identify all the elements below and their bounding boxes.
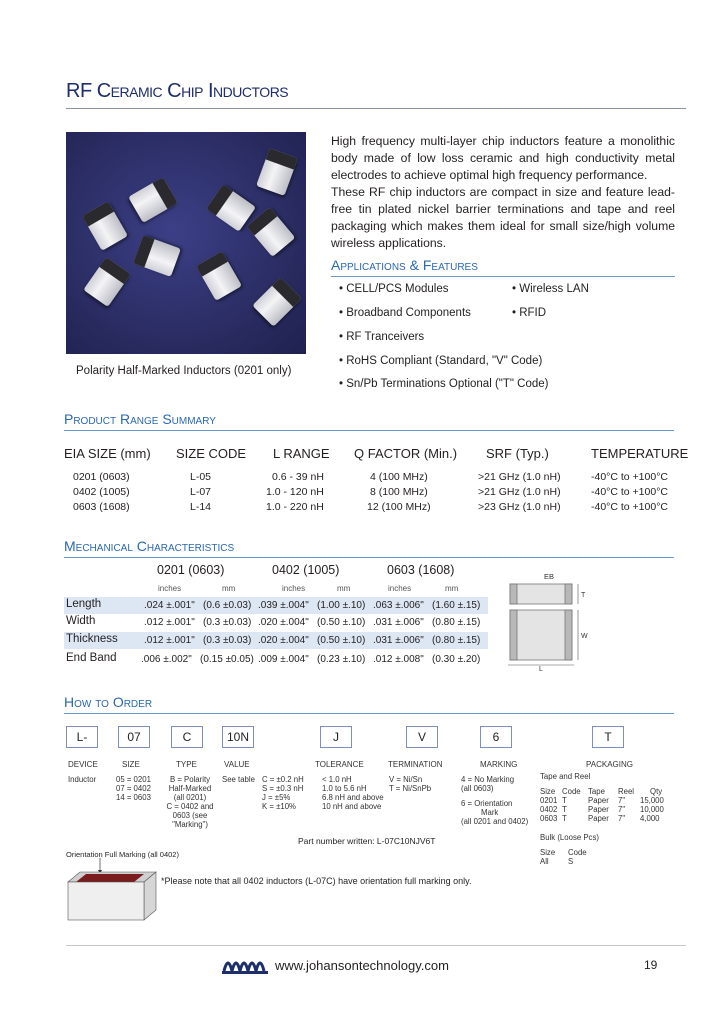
table-cell: -40°C to +100°C	[591, 471, 668, 483]
section-divider	[64, 557, 674, 558]
option-line: Half-Marked	[168, 784, 212, 793]
table-cell: (0.6 ±0.03)	[203, 600, 252, 611]
table-cell: Paper	[588, 814, 609, 823]
packaging-table	[540, 772, 674, 866]
option-line: C = 0402 and	[166, 802, 214, 811]
code-box: C	[171, 726, 203, 748]
field-label: SIZE	[122, 760, 140, 769]
table-cell: 0201 (0603)	[73, 471, 130, 483]
table-cell: Reel	[618, 787, 635, 796]
footer-divider	[66, 945, 686, 946]
option-line: (all 0603)	[461, 784, 494, 793]
column-header: SRF (Typ.)	[486, 446, 549, 461]
table-cell: 8 (100 MHz)	[370, 486, 428, 498]
table-cell: .012 ±.001"	[144, 617, 195, 628]
section-divider	[331, 276, 675, 277]
field-label: PACKAGING	[586, 760, 633, 769]
option-line: K = ±10%	[262, 802, 296, 811]
table-row	[540, 848, 674, 857]
table-cell: All	[540, 857, 549, 866]
unit-label: mm	[445, 584, 459, 593]
t-label: T	[581, 592, 586, 599]
table-cell: .024 ±.001"	[144, 600, 195, 611]
table-cell: Code	[568, 848, 587, 857]
orientation-note: *Please note that all 0402 inductors (L-07C) have orientation full marking only.	[161, 876, 472, 886]
size-header: 0402 (1005)	[272, 563, 340, 577]
value-option: See table	[222, 775, 255, 784]
list-item: • RFID	[512, 307, 547, 319]
option-line: B = Polarity	[169, 775, 211, 784]
option-line: (all 0201 and 0402)	[461, 817, 529, 826]
table-cell: .031 ±.006"	[373, 617, 424, 628]
range-heading: Product Range Summary	[64, 411, 216, 427]
code-box: 07	[118, 726, 150, 748]
table-cell: Code	[562, 787, 581, 796]
column-header: EIA SIZE (mm)	[64, 446, 151, 461]
table-cell: 1.0 - 120 nH	[266, 486, 324, 498]
code-box: L-	[66, 726, 98, 748]
marking-options	[461, 775, 528, 826]
section-divider	[64, 713, 674, 714]
option-line: < 1.0 nH	[322, 775, 352, 784]
table-cell: 7"	[618, 796, 626, 805]
row-label: End Band	[66, 652, 117, 664]
table-cell: 0201	[540, 796, 558, 805]
option-line: (all 0201)	[173, 793, 207, 802]
option-line: 6 = Orientation	[461, 799, 513, 808]
table-row	[540, 805, 674, 814]
table-row	[540, 787, 674, 796]
table-cell: 0402 (1005)	[73, 486, 130, 498]
option-line: 1.0 to 5.6 nH	[322, 784, 367, 793]
footer-url[interactable]: www.johansontechnology.com	[275, 958, 449, 973]
order-heading: How to Order	[64, 694, 153, 710]
table-cell: (0.3 ±0.03)	[203, 635, 252, 646]
section-divider	[64, 430, 674, 431]
page-number: 19	[644, 958, 658, 972]
unit-label: mm	[222, 584, 236, 593]
option-line: 14 = 0603	[116, 793, 151, 802]
list-item: • Broadband Components	[339, 307, 471, 319]
size-options	[116, 775, 151, 802]
option-line: 4 = No Marking	[461, 775, 515, 784]
johanson-logo-icon	[222, 953, 270, 975]
table-cell: .063 ±.006"	[373, 600, 424, 611]
table-cell: Size	[540, 848, 556, 857]
dimension-diagram	[504, 568, 594, 672]
tolerance-notes	[322, 775, 384, 811]
table-cell: 4,000	[640, 814, 660, 823]
field-label: TYPE	[176, 760, 197, 769]
intro-paragraph: High frequency multi-layer chip inductors feature a monolithic body made of low loss ceramic and high conductivity metal electrodes to achieve optimal high frequency performance.	[331, 134, 675, 182]
table-cell: (1.00 ±.10)	[317, 600, 366, 611]
applications-heading: Applications & Features	[331, 257, 478, 273]
table-cell: 1.0 - 220 nH	[266, 501, 324, 513]
intro-paragraph: These RF chip inductors are compact in size and feature lead-free tin plated nickel barrier terminations and tape and reel packaging which makes them ideal for small size/high volume wireless applications.	[331, 185, 675, 250]
option-line: "Marking")	[172, 820, 208, 829]
intro-text	[331, 133, 675, 252]
option-line: 07 = 0402	[116, 784, 151, 793]
table-cell: (0.80 ±.15)	[432, 635, 481, 646]
table-cell: 10,000	[640, 805, 664, 814]
table-row	[540, 796, 674, 805]
table-cell: >23 GHz (1.0 nH)	[478, 501, 561, 513]
table-cell: (1.60 ±.15)	[432, 600, 481, 611]
orientation-label: Orientation Full Marking (all 0402)	[66, 850, 179, 859]
table-cell: (0.80 ±.15)	[432, 617, 481, 628]
table-cell: 15,000	[640, 796, 664, 805]
size-header: 0201 (0603)	[157, 563, 225, 577]
orientation-chip-diagram	[60, 858, 160, 924]
mechanical-heading: Mechanical Characteristics	[64, 538, 235, 554]
table-cell: (0.15 ±0.05)	[200, 654, 254, 665]
table-cell: .031 ±.006"	[373, 635, 424, 646]
table-cell: L-07	[190, 486, 212, 498]
unit-label: mm	[337, 584, 351, 593]
table-cell: Qty	[650, 787, 663, 796]
table-cell: .012 ±.008"	[373, 654, 424, 665]
table-cell: Size	[540, 787, 556, 796]
list-item: • RF Tranceivers	[339, 331, 425, 343]
table-cell: L-05	[190, 471, 212, 483]
table-cell: >21 GHz (1.0 nH)	[478, 471, 561, 483]
row-label: Length	[66, 598, 102, 610]
row-label: Width	[66, 615, 96, 627]
table-cell: .020 ±.004"	[258, 617, 309, 628]
option-line: S = ±0.3 nH	[262, 784, 304, 793]
option-line: 05 = 0201	[116, 775, 151, 784]
code-box: T	[592, 726, 624, 748]
code-box: V	[406, 726, 438, 748]
table-cell: 12 (100 MHz)	[367, 501, 431, 513]
field-label: MARKING	[480, 760, 518, 769]
column-header: Q FACTOR (Min.)	[354, 446, 458, 461]
option-line: 10 nH and above	[322, 802, 382, 811]
option-line: 0603 (see	[172, 811, 208, 820]
table-cell: 7"	[618, 805, 626, 814]
table-cell: (0.30 ±.20)	[432, 654, 481, 665]
table-cell: 0603 (1608)	[73, 501, 130, 513]
option-line: T = Ni/SnPb	[389, 784, 432, 793]
table-cell: (0.50 ±.10)	[317, 617, 366, 628]
w-label: W	[581, 633, 588, 640]
option-line: V = Ni/Sn	[389, 775, 423, 784]
table-cell: T	[562, 814, 567, 823]
unit-label: inches	[282, 584, 306, 593]
size-header: 0603 (1608)	[387, 563, 455, 577]
row-label: Thickness	[66, 633, 118, 645]
eb-label: EB	[544, 572, 555, 581]
type-options	[166, 775, 214, 829]
list-item: • RoHS Compliant (Standard, "V" Code)	[339, 355, 543, 367]
table-cell: .020 ±.004"	[258, 635, 309, 646]
field-label: TOLERANCE	[315, 760, 364, 769]
table-cell: T	[562, 796, 567, 805]
unit-label: inches	[388, 584, 412, 593]
tolerance-options	[262, 775, 304, 811]
list-item: • CELL/PCS Modules	[339, 283, 449, 295]
table-cell: -40°C to +100°C	[591, 501, 668, 513]
table-cell: .009 ±.004"	[258, 654, 309, 665]
table-cell: -40°C to +100°C	[591, 486, 668, 498]
table-cell: Paper	[588, 796, 609, 805]
list-item: • Wireless LAN	[512, 283, 589, 295]
table-cell: 0402	[540, 805, 558, 814]
code-box: 10N	[222, 726, 254, 748]
code-box: 6	[480, 726, 512, 748]
table-row	[540, 814, 674, 823]
part-number-example: Part number written: L-07C10NJV6T	[298, 836, 436, 846]
product-photo	[66, 132, 306, 354]
option-line: J = ±5%	[262, 793, 291, 802]
table-cell: .012 ±.001"	[144, 635, 195, 646]
table-cell: (0.23 ±.10)	[317, 654, 366, 665]
device-value: Inductor	[68, 775, 97, 784]
table-cell: .006 ±.002"	[141, 654, 192, 665]
table-cell: S	[568, 857, 574, 866]
photo-caption: Polarity Half-Marked Inductors (0201 only)	[76, 365, 292, 377]
column-header: TEMPERATURE	[591, 446, 689, 461]
table-cell: (0.3 ±0.03)	[203, 617, 252, 628]
field-label: VALUE	[224, 760, 250, 769]
table-cell: >21 GHz (1.0 nH)	[478, 486, 561, 498]
column-header: SIZE CODE	[176, 446, 247, 461]
table-cell: 7"	[618, 814, 626, 823]
code-box: J	[320, 726, 352, 748]
table-cell: Tape	[588, 787, 605, 796]
option-line: C = ±0.2 nH	[262, 775, 304, 784]
table-cell: 0.6 - 39 nH	[272, 471, 324, 483]
table-cell: .039 ±.004"	[258, 600, 309, 611]
table-cell: 4 (100 MHz)	[370, 471, 428, 483]
termination-options	[389, 775, 431, 793]
column-header: L RANGE	[273, 446, 330, 461]
table-cell: T	[562, 805, 567, 814]
page-title: RF Ceramic Chip Inductors	[66, 80, 289, 102]
list-item: • Sn/Pb Terminations Optional ("T" Code)	[339, 378, 549, 390]
unit-label: inches	[158, 584, 182, 593]
title-divider	[66, 108, 686, 109]
table-row	[540, 857, 674, 866]
table-cell: 0603	[540, 814, 558, 823]
option-line: Mark	[481, 808, 499, 817]
table-cell: Paper	[588, 805, 609, 814]
table-cell: (0.50 ±.10)	[317, 635, 366, 646]
field-label: DEVICE	[68, 760, 98, 769]
bulk-title: Bulk (Loose Pcs)	[540, 833, 599, 842]
field-label: TERMINATION	[388, 760, 443, 769]
table-cell: L-14	[190, 501, 212, 513]
l-label: L	[539, 666, 543, 672]
option-line: 6.8 nH and above	[322, 793, 384, 802]
packaging-title: Tape and Reel	[540, 772, 591, 781]
